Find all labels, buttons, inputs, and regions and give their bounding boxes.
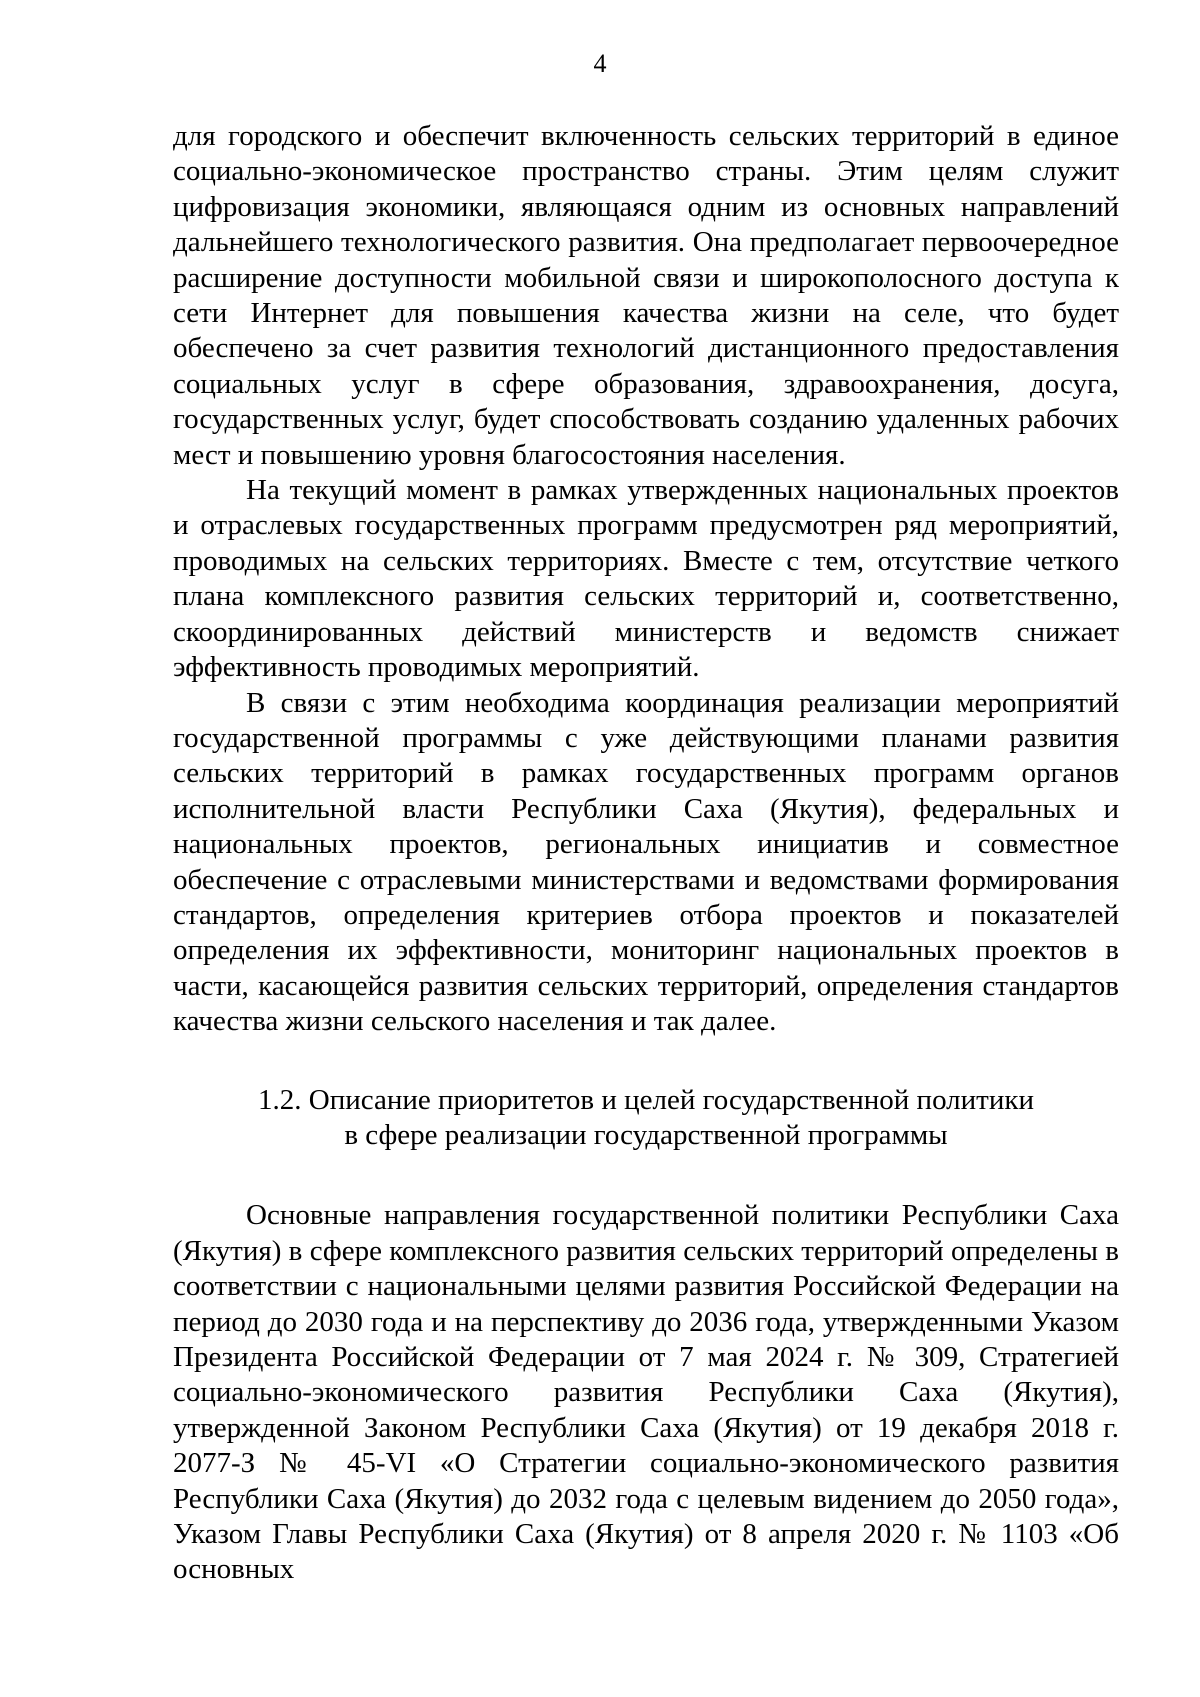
document-body bbox=[173, 119, 1119, 1588]
section-heading-line: в сфере реализации государственной программы bbox=[344, 1118, 948, 1151]
section-heading bbox=[173, 1083, 1119, 1154]
page-number: 4 bbox=[593, 49, 607, 78]
section-heading-line: 1.2. Описание приоритетов и целей государственной политики bbox=[258, 1083, 1034, 1116]
paragraph: В связи с этим необходима координация реализации мероприятий государственной программы с уже действующими планами развития сельских территорий в рамках государственных программ органов исполнительной власти Республики Саха (Якутия), федеральных и национальных проектов, региональных инициатив и совместное обеспечение с отраслевыми министерствами и ведомствами формирования стандартов, определения критериев отбора проектов и показателей определения их эффективности, мониторинг национальных проектов в части, касающейся развития сельских территорий, определения стандартов качества жизни сельского населения и так далее. bbox=[173, 686, 1119, 1038]
paragraph: На текущий момент в рамках утвержденных национальных проектов и отраслевых государственных программ предусмотрен ряд мероприятий, проводимых на сельских территориях. Вместе с тем, отсутствие четкого плана комплексного развития сельских территорий и, соответственно, скоординированных действий министерств и ведомств снижает эффективность проводимых мероприятий. bbox=[173, 474, 1119, 684]
paragraph: Основные направления государственной политики Республики Саха (Якутия) в сфере комплексного развития сельских территорий определены в соответствии с национальными целями развития Российской Федерации на период до 2030 года и на перспективу до 2036 года, утвержденными Указом Президента Российской Федерации от 7 мая 2024 г. № 309, Стратегией социально-экономического развития Республики Саха (Якутия), утвержденной Законом Республики Саха (Якутия) от 19 декабря 2018 г. 2077-З № 45-VI «О Стратегии социально-экономического развития Республики Саха (Якутия) до 2032 года с целевым видением до 2050 года», Указом Главы Республики Саха (Якутия) от 8 апреля 2020 г. № 1103 «Об основных bbox=[173, 1199, 1119, 1586]
paragraph: для городского и обеспечит включенность сельских территорий в единое социально-экономическое пространство страны. Этим целям служит цифровизация экономики, являющаяся одним из основных направлений дальнейшего технологического развития. Она предполагает первоочередное расширение доступности мобильной связи и широкополосного доступа к сети Интернет для повышения качества жизни на селе, что будет обеспечено за счет развития технологий дистанционного предоставления социальных услуг в сфере образования, здравоохранения, досуга, государственных услуг, будет способствовать созданию удаленных рабочих мест и повышению уровня благосостояния населения. bbox=[173, 120, 1119, 471]
